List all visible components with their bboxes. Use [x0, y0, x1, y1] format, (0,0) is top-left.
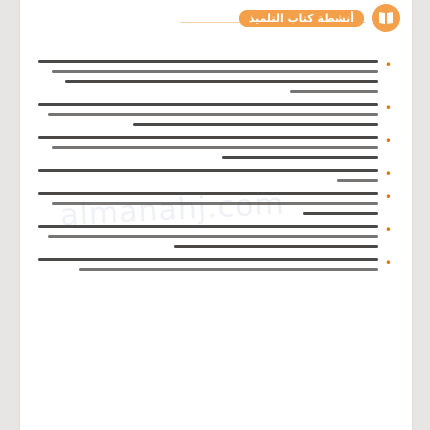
activity-item — [38, 60, 392, 93]
text-line — [52, 146, 378, 149]
text-line — [222, 156, 378, 159]
page — [20, 0, 412, 430]
activity-item — [38, 169, 392, 182]
bullet-icon: • — [384, 58, 392, 72]
section-title: أنشطة كتاب التلميذ — [239, 10, 364, 27]
text-line — [79, 268, 378, 271]
bullet-icon: • — [384, 134, 392, 148]
bullet-icon: • — [384, 223, 392, 237]
activity-text — [38, 169, 378, 182]
text-line — [48, 113, 378, 116]
activity-text — [38, 258, 378, 271]
activity-text — [38, 60, 378, 93]
bullet-icon: • — [384, 167, 392, 181]
section-header — [180, 4, 400, 32]
watermark: almanahj.com — [59, 186, 286, 234]
bullet-icon: • — [384, 190, 392, 204]
activity-item — [38, 225, 392, 248]
activity-item — [38, 136, 392, 159]
text-line — [38, 60, 378, 63]
activity-list — [38, 60, 392, 412]
text-line — [38, 258, 378, 261]
text-line — [38, 169, 378, 172]
text-line — [174, 245, 378, 248]
bullet-icon: • — [384, 256, 392, 270]
activity-item — [38, 258, 392, 271]
activity-text — [38, 192, 378, 215]
text-line — [133, 123, 378, 126]
bullet-icon: • — [384, 101, 392, 115]
text-line — [290, 90, 378, 93]
activity-text — [38, 136, 378, 159]
text-line — [38, 225, 378, 228]
activity-item — [38, 192, 392, 215]
book-icon — [372, 4, 400, 32]
text-line — [48, 235, 378, 238]
activity-text — [38, 103, 378, 126]
activity-item — [38, 103, 392, 126]
text-line — [38, 192, 378, 195]
text-line — [337, 179, 378, 182]
activity-text — [38, 225, 378, 248]
text-line — [38, 103, 378, 106]
text-line — [303, 212, 378, 215]
book-icon-glyph — [377, 9, 395, 27]
text-line — [52, 70, 378, 73]
text-line — [52, 202, 378, 205]
text-line — [38, 136, 378, 139]
text-line — [65, 80, 378, 83]
